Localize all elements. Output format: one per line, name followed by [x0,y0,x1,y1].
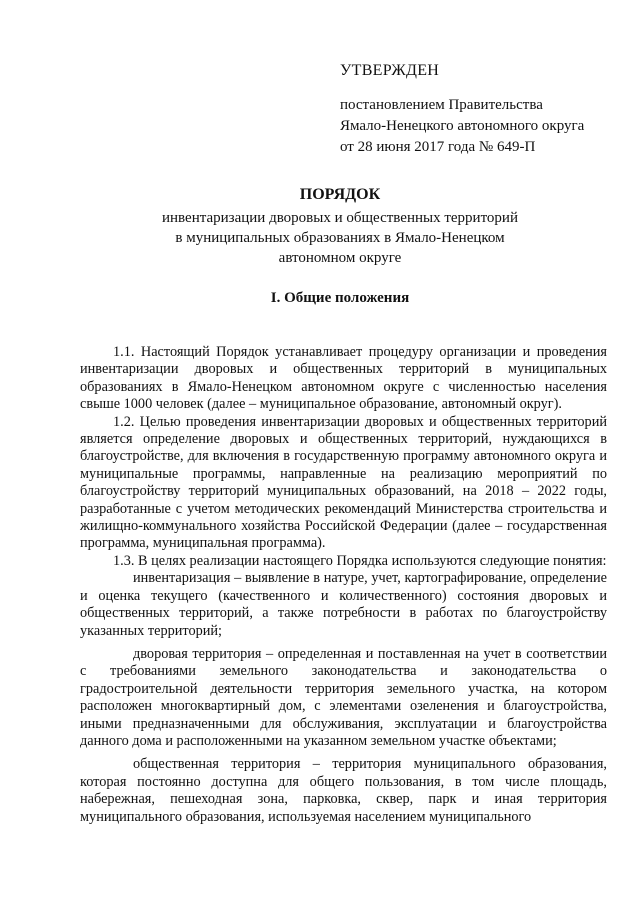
definition-inventory: инвентаризация – выявление в натуре, учет, картографирование, определение и оценка текущего (качественного и количественного) состояния дворовых и общественных территорий, а также потребности в работах по благоустройству указанных территорий; [80,570,607,639]
definition-public-territory: общественная территория – территория муниципального образования, которая постоянно доступна для общего пользования, в том числе площадь, набережная, пешеходная зона, парковка, сквер, парк и иная территория муниципального образования, используемая населением муниципального [80,756,607,825]
definition-courtyard-territory: дворовая территория – определенная и поставленная на учет в соответствии с требованиями земельного законодательства и законодательства о градостроительной деятельности территория земельного участка, на котором расположен многоквартирный дом, с элементами озеленения и благоустройства, иными предназначенными для обслуживания, эксплуатации и благоустройства данного дома и расположенными на указанном земельном участке объектами; [80,645,607,749]
document-subtitle-line: автономном округе [278,250,402,266]
document-body [80,344,607,826]
document-subtitle-line: в муниципальных образованиях в Ямало-Ненецком [175,230,505,246]
document-title: ПОРЯДОК [299,186,381,203]
approval-line: Ямало-Ненецкого автономного округа [340,118,585,134]
approval-stamp: УТВЕРЖДЕН [340,62,440,79]
section-heading: I. Общие положения [270,290,410,306]
paragraph-1-3: 1.3. В целях реализации настоящего Порядка используются следующие понятия: [113,552,607,569]
paragraph-1-1: 1.1. Настоящий Порядок устанавливает процедуру организации и проведения инвентаризации дворовых и общественных территорий в муниципальных образованиях в Ямало-Ненецком автономном округе с численностью населения свыше 1000 человек (далее – муниципальное образование, автономный округ). [80,344,607,413]
approval-line: от 28 июня 2017 года № 649-П [340,139,536,155]
document-subtitle-line: инвентаризации дворовых и общественных территорий [162,210,518,226]
approval-line: постановлением Правительства [340,97,543,113]
approval-block [340,60,620,158]
paragraph-1-2: 1.2. Целью проведения инвентаризации дворовых и общественных территорий является определение дворовых и общественных территорий, нуждающихся в благоустройстве, для включения в государственную программу автономного округа и муниципальные программы, направленные на реализацию мероприятий по благоустройству территорий муниципальных образований, на 2018 – 2022 годы, разработанные с учетом методических рекомендаций Министерства строительства и жилищно-коммунального хозяйства Российской Федерации (далее – государственная программа, муниципальная программа). [80,413,607,552]
document-title-block [80,185,600,268]
